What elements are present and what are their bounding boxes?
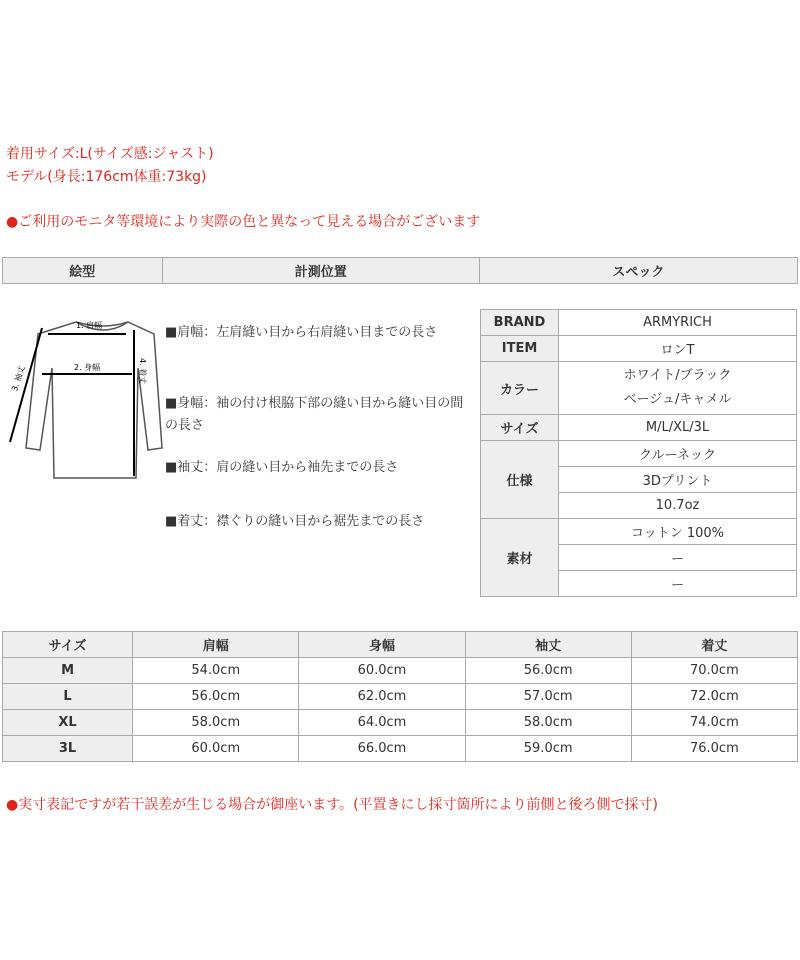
- size-cell: XL: [3, 710, 133, 736]
- spec-row-shiyo: [481, 441, 797, 467]
- spec-value-material-2: ー: [559, 545, 797, 571]
- measure-length: ■着丈：襟ぐりの縫い目から裾先までの長さ: [165, 514, 425, 529]
- spec-row-size: [481, 415, 797, 441]
- header-spec: スペック: [480, 258, 797, 283]
- spec-value-brand: ARMYRICH: [559, 310, 797, 336]
- spec-value-material-1: コットン 100%: [559, 519, 797, 545]
- size-cell: 74.0cm: [631, 710, 797, 736]
- size-cell: 56.0cm: [465, 658, 631, 684]
- table-row: [3, 658, 798, 684]
- spec-value-shiyo-3: 10.7oz: [559, 493, 797, 519]
- spec-key-color: カラー: [481, 362, 559, 415]
- size-cell: 59.0cm: [465, 736, 631, 762]
- size-header-body: 身幅: [299, 632, 465, 658]
- header-measure: 計測位置: [163, 258, 480, 283]
- spec-row-color: [481, 362, 797, 415]
- size-table-header: [3, 632, 798, 658]
- table-row: [3, 684, 798, 710]
- spec-key-brand: BRAND: [481, 310, 559, 336]
- size-cell: 64.0cm: [299, 710, 465, 736]
- spec-value-color-1: ホワイト/ブラック: [623, 368, 732, 383]
- color-notice: ●ご利用のモニタ等環境により実際の色と異なって見える場合がございます: [6, 214, 481, 230]
- diagram-label-body: 2. 身幅: [74, 363, 101, 372]
- spec-value-color: [559, 362, 797, 415]
- garment-diagram: [4, 308, 164, 494]
- size-cell: M: [3, 658, 133, 684]
- spec-value-color-2: ベージュ/キャメル: [623, 392, 732, 407]
- size-cell: 58.0cm: [133, 710, 299, 736]
- spec-row-material: [481, 519, 797, 545]
- spec-key-material: 素材: [481, 519, 559, 597]
- table-row: [3, 710, 798, 736]
- spec-value-shiyo-1: クルーネック: [559, 441, 797, 467]
- spec-key-item: ITEM: [481, 336, 559, 362]
- table-row: [3, 736, 798, 762]
- size-cell: L: [3, 684, 133, 710]
- size-cell: 56.0cm: [133, 684, 299, 710]
- size-cell: 76.0cm: [631, 736, 797, 762]
- size-cell: 72.0cm: [631, 684, 797, 710]
- measure-sleeve: ■袖丈：肩の縫い目から袖先までの長さ: [165, 460, 399, 475]
- size-cell: 70.0cm: [631, 658, 797, 684]
- spec-value-item: ロンT: [559, 336, 797, 362]
- measurement-notice: ●実寸表記ですが若干誤差が生じる場合が御座います。(平置きにし採寸箇所により前側と後ろ側で採寸): [6, 797, 659, 813]
- diagram-label-shoulder: 1. 肩幅: [76, 321, 103, 330]
- spec-key-shiyo: 仕様: [481, 441, 559, 519]
- model-body-text: モデル(身長:176cm体重:73kg): [6, 169, 207, 185]
- spec-row-item: [481, 336, 797, 362]
- spec-value-size: M/L/XL/3L: [559, 415, 797, 441]
- measure-shoulder: ■肩幅：左肩縫い目から右肩縫い目までの長さ: [165, 325, 438, 340]
- measure-body: ■身幅：袖の付け根脇下部の縫い目から縫い目の間の長さ: [165, 396, 464, 433]
- size-cell: 58.0cm: [465, 710, 631, 736]
- model-size-text: 着用サイズ:L(サイズ感:ジャスト): [6, 146, 214, 162]
- size-header-size: サイズ: [3, 632, 133, 658]
- spec-table: [480, 309, 797, 597]
- diagram-label-sleeve: 3. 袖丈: [10, 364, 27, 393]
- spec-key-size: サイズ: [481, 415, 559, 441]
- spec-value-shiyo-2: 3Dプリント: [559, 467, 797, 493]
- size-cell: 60.0cm: [299, 658, 465, 684]
- size-cell: 60.0cm: [133, 736, 299, 762]
- size-header-shoulder: 肩幅: [133, 632, 299, 658]
- spec-value-material-3: ー: [559, 571, 797, 597]
- size-header-length: 着丈: [631, 632, 797, 658]
- size-cell: 3L: [3, 736, 133, 762]
- size-cell: 54.0cm: [133, 658, 299, 684]
- size-table: [2, 631, 798, 762]
- header-figure: 絵型: [3, 258, 163, 283]
- diagram-label-length: 4. 着丈: [138, 358, 147, 385]
- size-cell: 57.0cm: [465, 684, 631, 710]
- section-header-row: [2, 257, 798, 284]
- size-header-sleeve: 袖丈: [465, 632, 631, 658]
- spec-row-brand: [481, 310, 797, 336]
- size-cell: 62.0cm: [299, 684, 465, 710]
- size-cell: 66.0cm: [299, 736, 465, 762]
